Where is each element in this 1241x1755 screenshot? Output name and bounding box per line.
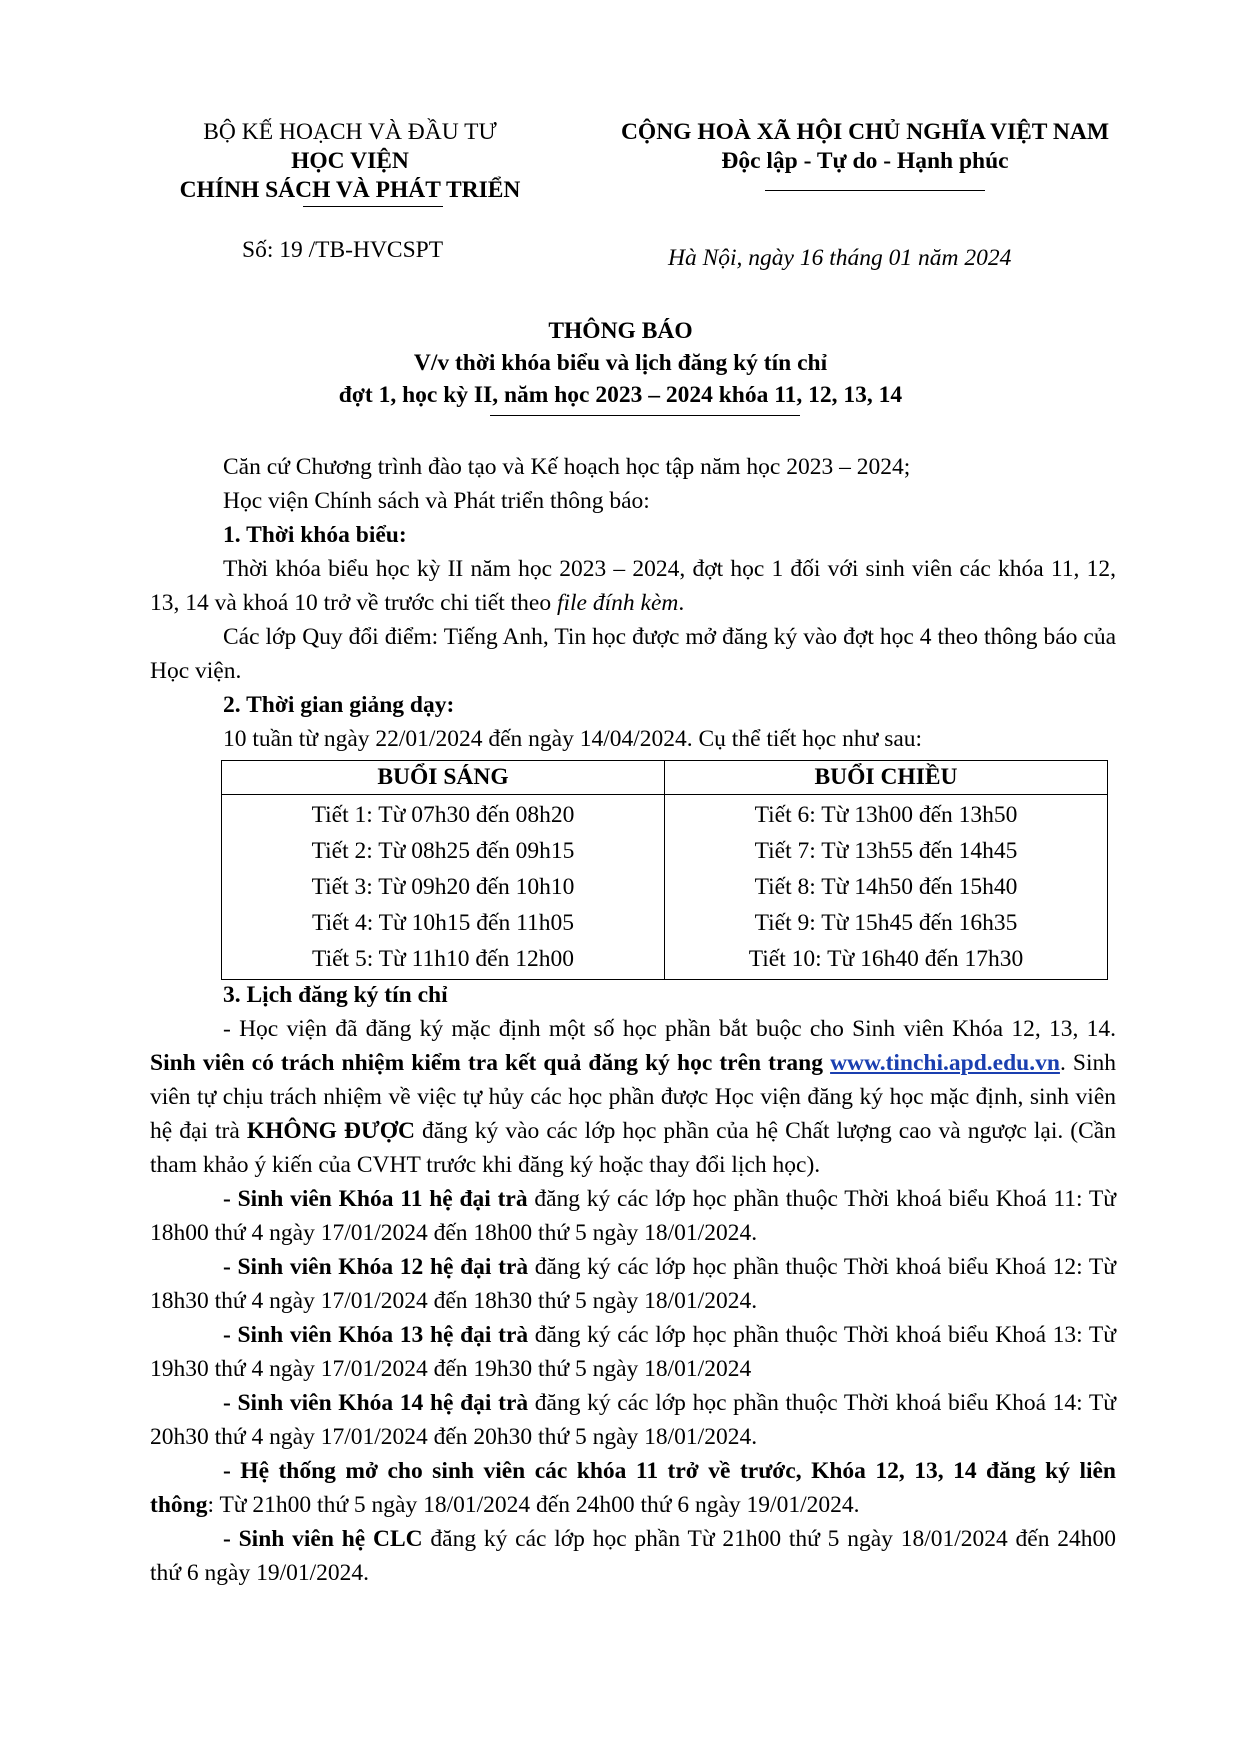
section-1-paragraph-1 — [150, 552, 1116, 620]
issuer-block — [130, 118, 570, 205]
document-number: Số: 19 /TB-HVCSPT — [242, 237, 444, 263]
intro-paragraph-1: Căn cứ Chương trình đào tạo và Kế hoạch học tập năm học 2023 – 2024; — [223, 454, 911, 480]
afternoon-header: BUỔI CHIỀU — [665, 761, 1108, 795]
morning-periods — [222, 795, 665, 980]
transfer-label: - Hệ thống mở cho sinh viên các khóa 11 trở về trước, Khóa 12, 13, 14 đăng ký liên thông — [150, 1458, 1116, 1518]
section-2-paragraph: 10 tuần từ ngày 22/01/2024 đến ngày 14/04/2024. Cụ thể tiết học như sau: — [223, 726, 923, 752]
k11-label: - Sinh viên Khóa 11 hệ đại trà — [223, 1186, 528, 1212]
transfer-registration — [150, 1454, 1116, 1522]
registration-site-link[interactable]: www.tinchi.apd.edu.vn — [830, 1050, 1060, 1076]
period-item: Tiết 4: Từ 10h15 đến 11h05 — [312, 910, 574, 936]
k13-text: đăng ký các lớp học phần thuộc Thời khoá biểu Khoá 13: Từ 19h30 thứ 4 ngày 17/01/2024 đến 19h30 thứ 5 ngày 18/01/2024 — [150, 1322, 1116, 1382]
k13-schedule — [150, 1318, 1116, 1386]
k11-schedule — [150, 1182, 1116, 1250]
section-1-text: Thời khóa biểu học kỳ II năm học 2023 – 2024, đợt học 1 đối với sinh viên các khóa 11, 12, 13, 14 và khoá 10 trở về trước chi tiết theo — [150, 556, 1116, 616]
table-header-row — [222, 761, 1108, 795]
intro-paragraph-2: Học viện Chính sách và Phát triển thông báo: — [223, 488, 650, 514]
attached-file-reference: file đính kèm — [556, 590, 679, 616]
ministry-name: BỘ KẾ HOẠCH VÀ ĐẦU TƯ — [203, 119, 497, 145]
k14-label: - Sinh viên Khóa 14 hệ đại trà — [223, 1390, 529, 1416]
default-registration-text: - Học viện đã đăng ký mặc định một số học phần bắt buộc cho Sinh viên Khóa 12, 13, 14. — [223, 1016, 1116, 1042]
period-item: Tiết 2: Từ 08h25 đến 09h15 — [311, 838, 575, 864]
clc-label: - Sinh viên hệ CLC — [223, 1526, 423, 1552]
k12-label: - Sinh viên Khóa 12 hệ đại trà — [223, 1254, 529, 1280]
period-item: Tiết 8: Từ 14h50 đến 15h40 — [754, 874, 1018, 900]
registration-section — [150, 978, 1116, 1590]
national-motto: Độc lập - Tự do - Hạnh phúc — [721, 148, 1009, 174]
table-row — [222, 795, 1108, 980]
notice-subject-line-1: V/v thời khóa biểu và lịch đăng ký tín chỉ — [413, 350, 828, 376]
national-block — [585, 118, 1145, 176]
not-allowed-emphasis: KHÔNG ĐƯỢC — [246, 1118, 415, 1144]
k14-text: đăng ký các lớp học phần thuộc Thời khoá biểu Khoá 14: Từ 20h30 thứ 4 ngày 17/01/2024 đến 20h30 thứ 5 ngày 18/01/2024. — [150, 1390, 1116, 1450]
motto-underline — [765, 190, 985, 191]
period-item: Tiết 6: Từ 13h00 đến 13h50 — [754, 802, 1018, 828]
period-item: Tiết 7: Từ 13h55 đến 14h45 — [754, 838, 1018, 864]
transfer-text: : Từ 21h00 thứ 5 ngày 18/01/2024 đến 24h00 thứ 6 ngày 19/01/2024. — [207, 1492, 860, 1518]
section-1-paragraph-2: Các lớp Quy đổi điểm: Tiếng Anh, Tin học được mở đăng ký vào đợt học 4 theo thông báo của Học viện. — [150, 624, 1116, 684]
afternoon-periods — [665, 795, 1108, 980]
advisor-note-text: đăng ký vào các lớp học phần của hệ Chất lượng cao và ngược lại. (Cần tham khảo ý kiến của CVHT trước khi đăng ký hoặc thay đổi lịch học). — [150, 1118, 1116, 1178]
section-1-text-end: . — [678, 590, 685, 616]
k12-schedule — [150, 1250, 1116, 1318]
section-2-heading: 2. Thời gian giảng dạy: — [223, 692, 455, 718]
self-responsibility-text: . Sinh viên tự chịu trách nhiệm về việc tự hủy các học phần được Học viện đăng ký học mặc định, sinh viên hệ đại trà — [150, 1050, 1116, 1144]
period-item: Tiết 3: Từ 09h20 đến 10h10 — [311, 874, 575, 900]
k12-text: đăng ký các lớp học phần thuộc Thời khoá biểu Khoá 12: Từ 18h30 thứ 4 ngày 17/01/2024 đến 18h30 thứ 5 ngày 18/01/2024. — [150, 1254, 1116, 1314]
notice-body — [150, 450, 1116, 756]
section-1-heading: 1. Thời khóa biểu: — [223, 522, 407, 548]
notice-subject-line-2: đợt 1, học kỳ II, năm học 2023 – 2024 khóa 11, 12, 13, 14 — [338, 382, 903, 408]
clc-text: đăng ký các lớp học phần Từ 21h00 thứ 5 ngày 18/01/2024 đến 24h00 thứ 6 ngày 19/01/2024. — [150, 1526, 1116, 1586]
issuer-underline — [303, 206, 443, 207]
clc-registration — [150, 1522, 1116, 1590]
period-item: Tiết 1: Từ 07h30 đến 08h20 — [311, 802, 575, 828]
notice-title — [150, 315, 1091, 411]
k14-schedule — [150, 1386, 1116, 1454]
class-period-table — [221, 760, 1108, 980]
period-item: Tiết 5: Từ 11h10 đến 12h00 — [312, 946, 574, 972]
section-3-heading: 3. Lịch đăng ký tín chỉ — [223, 982, 448, 1008]
k11-text: đăng ký các lớp học phần thuộc Thời khoá biểu Khoá 11: Từ 18h00 thứ 4 ngày 17/01/2024 đến 18h00 thứ 5 ngày 18/01/2024. — [150, 1186, 1117, 1246]
country-name: CỘNG HOÀ XÃ HỘI CHỦ NGHĨA VIỆT NAM — [620, 119, 1110, 145]
notice-heading: THÔNG BÁO — [548, 318, 693, 344]
k13-label: - Sinh viên Khóa 13 hệ đại trà — [223, 1322, 529, 1348]
period-item: Tiết 10: Từ 16h40 đến 17h30 — [748, 946, 1024, 972]
institute-line-1: HỌC VIỆN — [291, 148, 409, 174]
title-underline — [490, 415, 800, 416]
institute-line-2: CHÍNH SÁCH VÀ PHÁT TRIỂN — [179, 177, 521, 203]
place-date: Hà Nội, ngày 16 tháng 01 năm 2024 — [668, 245, 1012, 271]
check-result-notice: Sinh viên có trách nhiệm kiểm tra kết quả đăng ký học trên trang — [150, 1050, 823, 1076]
section-3-paragraph-1 — [150, 1012, 1116, 1182]
period-item: Tiết 9: Từ 15h45 đến 16h35 — [754, 910, 1018, 936]
morning-header: BUỔI SÁNG — [222, 761, 665, 795]
